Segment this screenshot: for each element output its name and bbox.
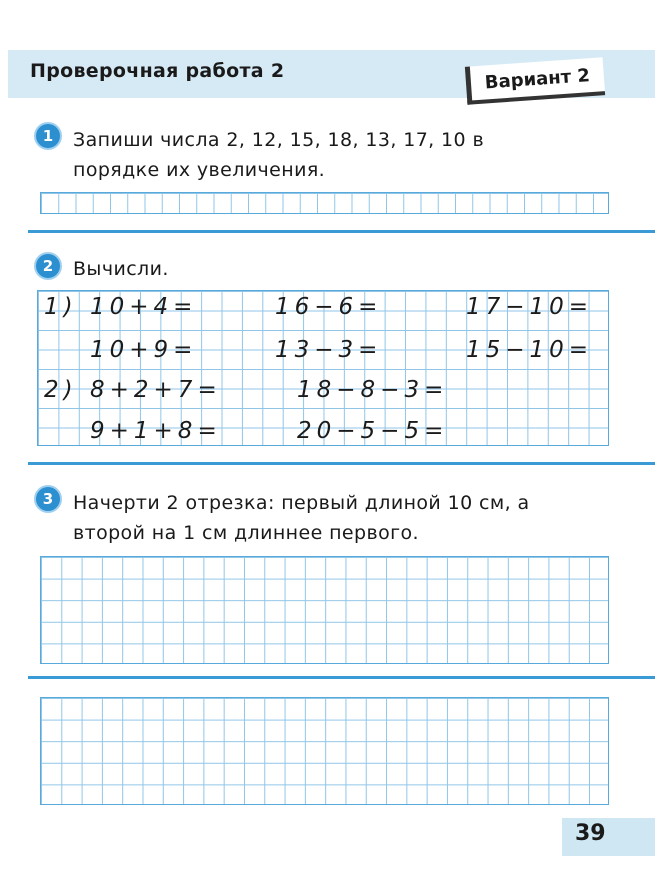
task3-text-line2: второй на 1 см длиннее первого. (73, 522, 419, 544)
expression-3: 17−10= (466, 294, 594, 320)
divider-3 (28, 676, 655, 679)
expression-2: 16−6= (275, 294, 383, 320)
answer-grid-task1[interactable] (40, 192, 609, 214)
expression-6: 15−10= (466, 337, 594, 363)
task-number-2: 2 (34, 252, 62, 280)
drawing-grid-task3[interactable] (40, 556, 609, 664)
task3-text-line1: Начерти 2 отрезка: первый длиной 10 см, а (73, 492, 530, 514)
divider-2 (28, 462, 655, 465)
expression-1: 10+4= (90, 294, 198, 320)
expression-5: 13−3= (275, 337, 383, 363)
variant-badge: Вариант 2 (465, 57, 605, 105)
task1-text-line1: Запиши числа 2, 12, 15, 18, 13, 17, 10 в (73, 129, 485, 151)
expression-9: 9+1+8= (90, 418, 222, 444)
task2-text: Вычисли. (73, 258, 169, 280)
task-number-1: 1 (34, 122, 62, 150)
expression-4: 10+9= (90, 337, 198, 363)
page-number: 39 (575, 821, 606, 846)
drawing-grid-extra[interactable] (40, 697, 609, 805)
part1-label: 1) (44, 294, 78, 320)
task1-text-line2: порядке их увеличения. (73, 159, 326, 181)
expression-8: 18−8−3= (297, 377, 449, 403)
task-number-3: 3 (34, 485, 62, 513)
page-title: Проверочная работа 2 (30, 60, 285, 82)
expression-7: 8+2+7= (90, 377, 222, 403)
expression-10: 20−5−5= (297, 418, 449, 444)
part2-label: 2) (44, 377, 78, 403)
divider-1 (28, 230, 655, 233)
